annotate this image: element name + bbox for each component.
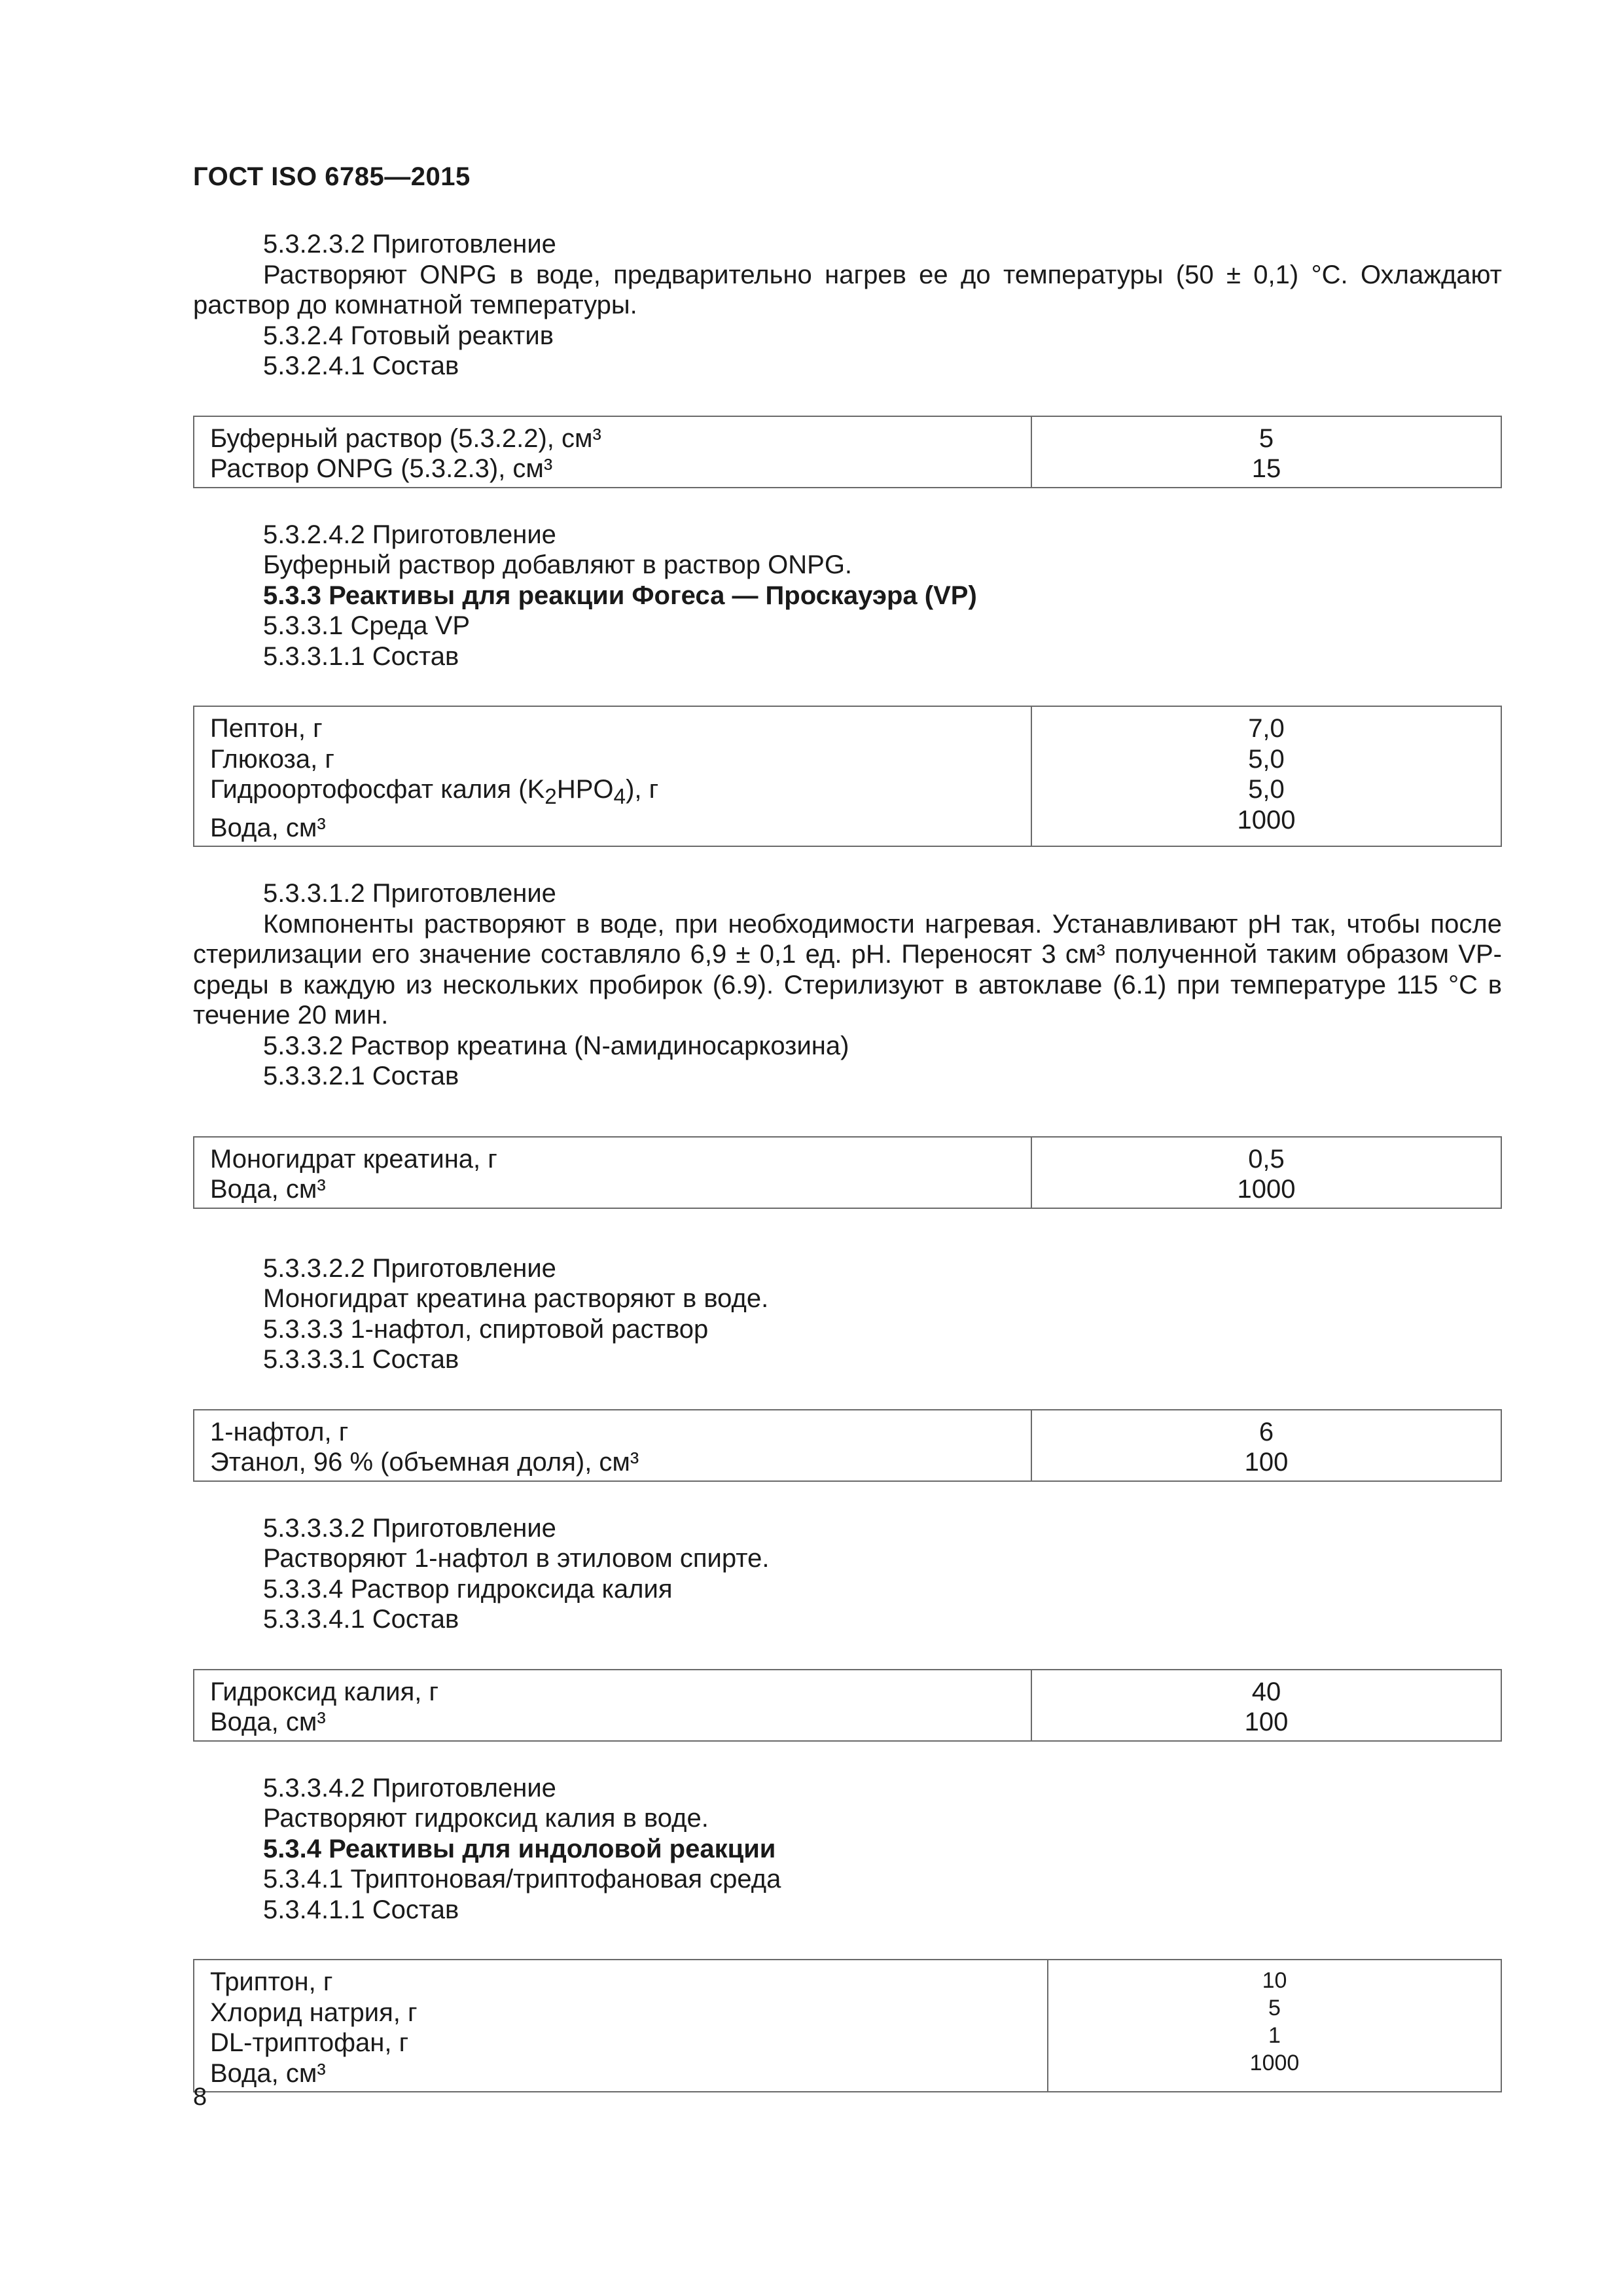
section-heading: 5.3.3.4 Раствор гидроксида калия <box>263 1574 673 1604</box>
table-row <box>194 706 1501 846</box>
ingredient-value: 5 <box>1258 423 1274 453</box>
ingredient-name: Гидроксид калия, г <box>210 1677 439 1706</box>
ingredient-value: 5 <box>1268 1996 1281 2020</box>
ingredient-name: 1-нафтол, г <box>210 1417 349 1446</box>
ingredient-values <box>1048 1960 1501 2092</box>
ingredient-value: 6 <box>1258 1417 1274 1446</box>
composition-table-creatine <box>193 1136 1502 1209</box>
composition-table-vp-medium <box>193 706 1502 847</box>
ingredient-value: 1000 <box>1237 1175 1296 1204</box>
paragraph: Растворяют ONPG в воде, предварительно нагрев ее до температуры (50 ± 0,1) °С. Охлаждают раствор до комнатной температуры. <box>193 260 1502 319</box>
section-heading: 5.3.3.3.1 Состав <box>263 1345 459 1374</box>
composition-table-potassium-hydroxide <box>193 1669 1502 1742</box>
document-body <box>193 229 1502 2092</box>
ingredient-name: Этанол, 96 % (объемная доля), см³ <box>210 1448 639 1477</box>
table-row <box>194 1410 1501 1481</box>
section-heading-bold: 5.3.4 Реактивы для индоловой реакции <box>263 1834 776 1863</box>
page-number: 8 <box>193 2083 207 2111</box>
table-row <box>194 1137 1501 1208</box>
ingredient-name: Триптон, г <box>210 1967 333 1996</box>
paragraph: Растворяют гидроксид калия в воде. <box>263 1804 709 1833</box>
ingredient-name: Вода, см³ <box>210 1708 326 1736</box>
section-heading: 5.3.2.4.1 Состав <box>263 351 459 380</box>
section-heading: 5.3.4.1 Триптоновая/триптофановая среда <box>263 1865 781 1893</box>
ingredient-value: 10 <box>1262 1968 1287 1993</box>
section-heading: 5.3.3.1 Среда VP <box>263 611 470 640</box>
ingredient-names <box>194 1410 1031 1481</box>
ingredient-name: Хлорид натрия, г <box>210 1998 418 2027</box>
paragraph: Компоненты растворяют в воде, при необходимости нагревая. Устанавливают рН так, чтобы после стерилизации его значение составляло 6,9 ± 0,1 ед. рН. Переносят 3 см³ полученной таким образом VP-среды в каждую из нескольких пробирок (6.9). Стерилизуют в автоклаве (6.1) при температуре 115 °С в течение 20 мин. <box>193 909 1502 1030</box>
section-heading: 5.3.3.3.2 Приготовление <box>263 1513 556 1543</box>
section-heading: 5.3.3.1.1 Состав <box>263 641 459 671</box>
section-heading: 5.3.3.2 Раствор креатина (N-амидиносаркозина) <box>263 1031 849 1060</box>
ingredient-names <box>194 1137 1031 1208</box>
ingredient-names <box>194 706 1031 846</box>
composition-table-naphthol <box>193 1409 1502 1482</box>
ingredient-values <box>1031 706 1501 846</box>
ingredient-name: Буферный раствор (5.3.2.2), см³ <box>210 423 601 453</box>
ingredient-names <box>194 416 1031 488</box>
section-heading: 5.3.3.2.2 Приготовление <box>263 1253 556 1283</box>
section-heading: 5.3.3.2.1 Состав <box>263 1062 459 1090</box>
ingredient-value: 100 <box>1244 1448 1289 1477</box>
ingredient-value: 5,0 <box>1248 775 1285 804</box>
ingredient-name: Глюкоза, г <box>210 744 334 774</box>
ingredient-names <box>194 1960 1048 2092</box>
ingredient-values <box>1031 1670 1501 1741</box>
table-row <box>194 1670 1501 1741</box>
ingredient-name: Моногидрат креатина, г <box>210 1144 497 1174</box>
section-heading: 5.3.3.4.2 Приготовление <box>263 1773 556 1803</box>
section-heading-bold: 5.3.3 Реактивы для реакции Фогеса — Проскауэра (VP) <box>263 581 977 610</box>
ingredient-name: Пептон, г <box>210 714 323 743</box>
ingredient-name: DL-триптофан, г <box>210 2028 409 2057</box>
ingredient-values <box>1031 1410 1501 1481</box>
paragraph: Растворяют 1-нафтол в этиловом спирте. <box>263 1544 770 1573</box>
section-heading: 5.3.2.4.2 Приготовление <box>263 520 556 549</box>
ingredient-value: 0,5 <box>1248 1144 1285 1174</box>
composition-table-buffer <box>193 416 1502 488</box>
ingredient-values <box>1031 416 1501 488</box>
section-heading: 5.3.2.4 Готовый реактив <box>263 321 554 350</box>
paragraph: Моногидрат креатина растворяют в воде. <box>263 1284 769 1313</box>
ingredient-value: 1000 <box>1237 805 1296 834</box>
table-row <box>194 1960 1501 2092</box>
paragraph: Буферный раствор добавляют в раствор ONPG. <box>263 550 853 579</box>
ingredient-name: Вода, см³ <box>210 813 326 842</box>
document-header: ГОСТ ISO 6785—2015 <box>193 162 471 191</box>
ingredient-value: 1000 <box>1249 2051 1300 2075</box>
section-heading: 5.3.4.1.1 Состав <box>263 1895 459 1924</box>
ingredient-value: 1 <box>1268 2023 1281 2048</box>
ingredient-name: Гидроортофосфат калия $(K_2HPO_4)$, г <box>210 775 659 809</box>
section-heading: 5.3.3.1.2 Приготовление <box>263 879 556 908</box>
ingredient-name: Вода, см³ <box>210 2058 326 2088</box>
ingredient-value: 7,0 <box>1248 714 1285 743</box>
ingredient-name: Вода, см³ <box>210 1175 326 1204</box>
table-row <box>194 416 1501 488</box>
section-heading: 5.3.2.3.2 Приготовление <box>263 230 556 259</box>
composition-table-tryptone <box>193 1959 1502 2092</box>
section-heading: 5.3.3.3 1-нафтол, спиртовой раствор <box>263 1314 709 1344</box>
ingredient-values <box>1031 1137 1501 1208</box>
ingredient-value: 40 <box>1251 1677 1281 1706</box>
ingredient-value: 15 <box>1251 454 1281 483</box>
ingredient-name: Раствор ONPG (5.3.2.3), см³ <box>210 454 553 483</box>
section-heading: 5.3.3.4.1 Состав <box>263 1605 459 1634</box>
ingredient-names <box>194 1670 1031 1741</box>
ingredient-value: 5,0 <box>1248 744 1285 774</box>
ingredient-value: 100 <box>1244 1708 1289 1736</box>
